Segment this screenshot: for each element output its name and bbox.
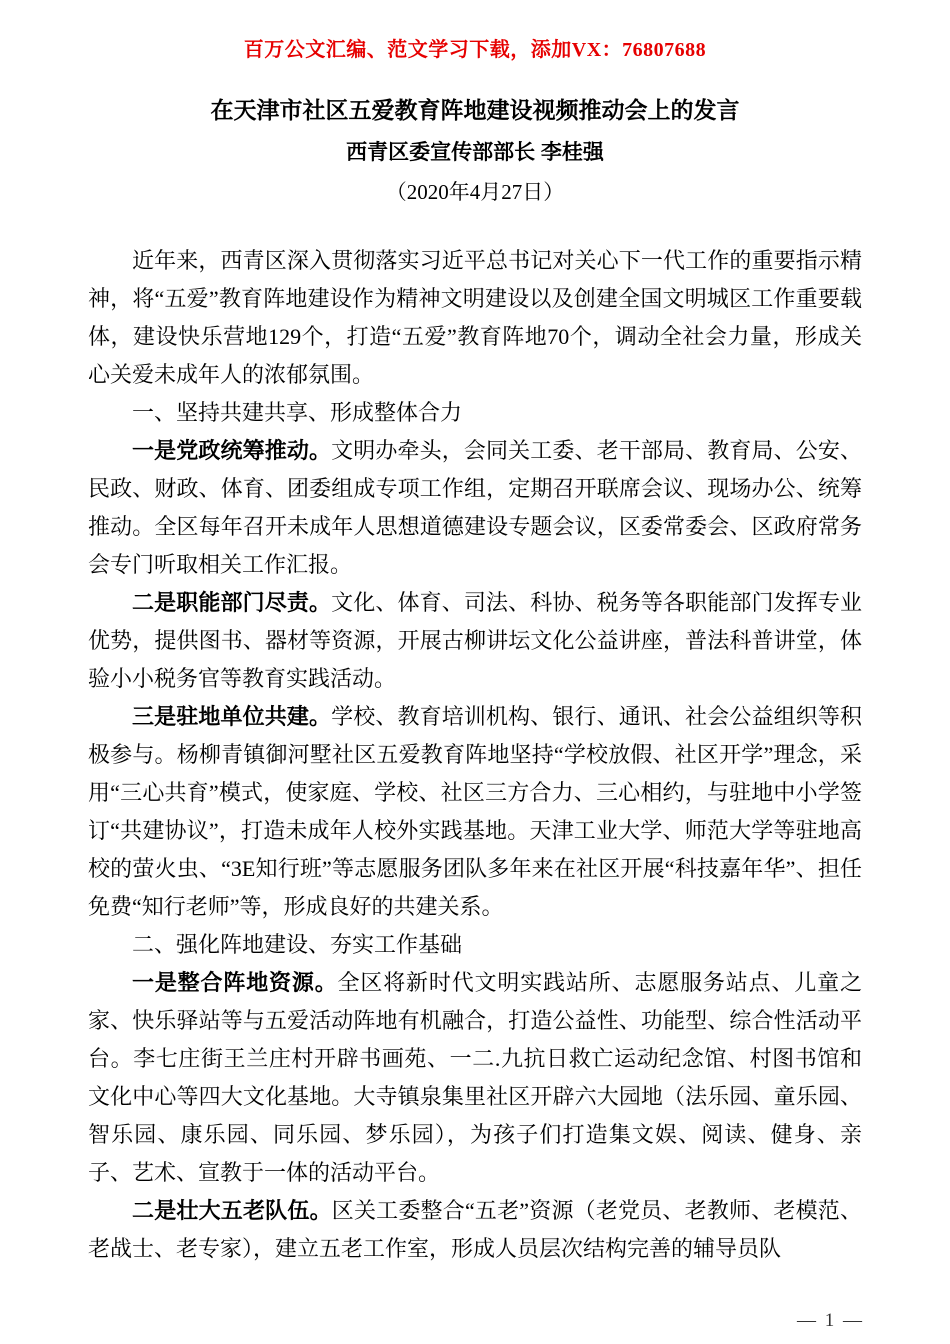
header-notice: 百万公文汇编、范文学习下载，添加VX：76807688 xyxy=(243,39,707,61)
document-body xyxy=(88,242,862,1268)
body-paragraph: 近年来，西青区深入贯彻落实习近平总书记对关心下一代工作的重要指示精神，将“五爱”教育阵地建设作为精神文明建设以及创建全国文明城区工作重要载体，建设快乐营地129个，打造“五爱”教育阵地70个，调动全社会力量，形成关心关爱未成年人的浓郁氛围。 xyxy=(88,248,862,387)
paragraph-lead: 三是驻地单位共建。 xyxy=(132,704,332,729)
body-paragraph: 一是整合阵地资源。全区将新时代文明实践站所、志愿服务站点、儿童之家、快乐驿站等与五爱活动阵地有机融合，打造公益性、功能型、综合性活动平台。李七庄街王兰庄村开辟书画苑、一二.九抗日救亡运动纪念馆、村图书馆和文化中心等四大文化基地。大寺镇泉集里社区开辟六大园地（法乐园、童乐园、智乐园、康乐园、同乐园、梦乐园），为孩子们打造集文娱、阅读、健身、亲子、艺术、宣教于一体的活动平台。 xyxy=(88,970,862,1185)
paragraph-lead: 一是党政统筹推动。 xyxy=(132,438,332,463)
paragraph-lead: 二是职能部门尽责。 xyxy=(132,590,332,615)
body-paragraph: 二是壮大五老队伍。区关工委整合“五老”资源（老党员、老教师、老模范、老战士、老专家），建立五老工作室，形成人员层次结构完善的辅导员队 xyxy=(88,1198,862,1261)
paragraph-lead: 二是壮大五老队伍。 xyxy=(132,1198,332,1223)
body-paragraph: 三是驻地单位共建。学校、教育培训机构、银行、通讯、社会公益组织等积极参与。杨柳青镇御河墅社区五爱教育阵地坚持“学校放假、社区开学”理念，采用“三心共育”模式，使家庭、学校、社区三方合力、三心相约，与驻地中小学签订“共建协议”，打造未成年人校外实践基地。天津工业大学、师范大学等驻地高校的萤火虫、“3E知行班”等志愿服务团队多年来在社区开展“科技嘉年华”、担任免费“知行老师”等，形成良好的共建关系。 xyxy=(88,704,862,919)
document-date: （2020年4月27日） xyxy=(385,180,565,204)
paragraph-lead: 一是整合阵地资源。 xyxy=(132,970,338,995)
document-title: 在天津市社区五爱教育阵地建设视频推动会上的发言 xyxy=(210,97,740,123)
body-paragraph: 二是职能部门尽责。文化、体育、司法、科协、税务等各职能部门发挥专业优势，提供图书、器材等资源，开展古柳讲坛文化公益讲座，普法科普讲堂，体验小小税务官等教育实践活动。 xyxy=(88,590,862,691)
section-heading: 二、强化阵地建设、夯实工作基础 xyxy=(132,932,463,957)
document-author: 西青区委宣传部部长 李桂强 xyxy=(346,141,604,164)
body-paragraph: 一是党政统筹推动。文明办牵头，会同关工委、老干部局、教育局、公安、民政、财政、体育、团委组成专项工作组，定期召开联席会议、现场办公、统筹推动。全区每年召开未成年人思想道德建设专题会议，区委常委会、区政府常务会专门听取相关工作汇报。 xyxy=(88,438,862,577)
page-number: — 1 — xyxy=(797,1310,864,1331)
section-heading: 一、坚持共建共享、形成整体合力 xyxy=(132,400,463,425)
